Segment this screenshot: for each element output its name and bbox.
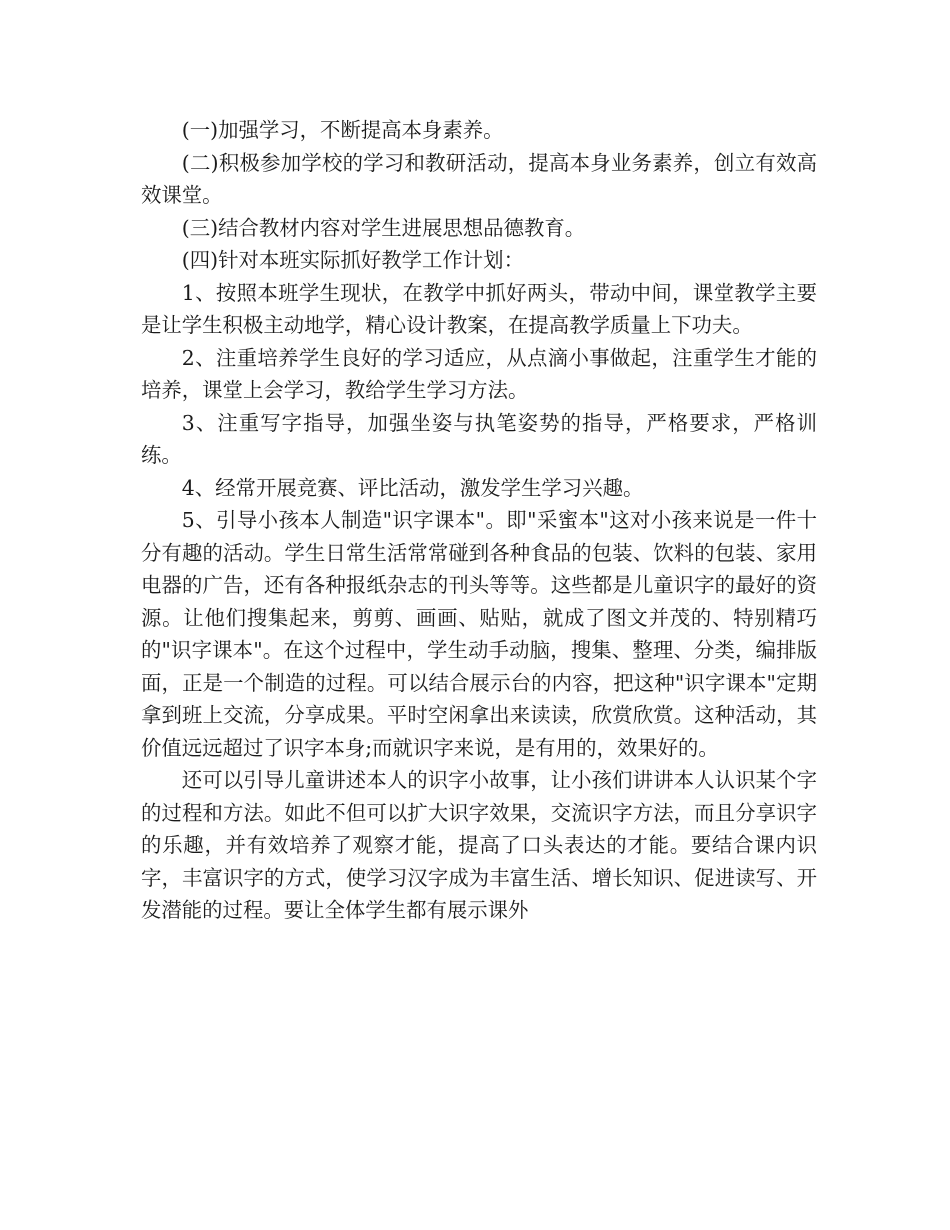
list-item-1: 1、按照本班学生现状，在教学中抓好两头，带动中间，课堂教学主要是让学生积极主动地学，精心设计教案，在提高教学质量上下功夫。 (141, 280, 817, 337)
list-item-3: 3、注重写字指导，加强坐姿与执笔姿势的指导，严格要求，严格训练。 (141, 410, 817, 467)
section-heading-1: (一)加强学习，不断提高本身素养。 (181, 118, 504, 142)
body-paragraph: 还可以引导儿童讲述本人的识字小故事，让小孩们讲讲本人认识某个字的过程和方法。如此不但可以扩大识字效果，交流识字方法，而且分享识字的乐趣，并有效培养了观察才能，提高了口头表达的才能。要结合课内识字，丰富识字的方式，使学习汉字成为丰富生活、增长知识、促进读写、开发潜能的过程。要让全体学生都有展示课外 (141, 768, 817, 922)
list-item-5: 5、引导小孩本人制造"识字课本"。即"采蜜本"这对小孩来说是一件十分有趣的活动。学生日常生活常常碰到各种食品的包装、饮料的包装、家用电器的广告，还有各种报纸杂志的刊头等等。这些都是儿童识字的最好的资源。让他们搜集起来，剪剪、画画、贴贴，就成了图文并茂的、特别精巧的"识字课本"。在这个过程中，学生动手动脑，搜集、整理、分类，编排版面，正是一个制造的过程。可以结合展示台的内容，把这种"识字课本"定期拿到班上交流，分享成果。平时空闲拿出来读读，欣赏欣赏。这种活动，其价值远远超过了识字本身;而就识字来说，是有用的，效果好的。 (141, 508, 817, 760)
section-heading-3: (三)结合教材内容对学生进展思想品德教育。 (181, 215, 586, 240)
list-item-2: 2、注重培养学生良好的学习适应，从点滴小事做起，注重学生才能的培养，课堂上会学习，教给学生学习方法。 (141, 345, 817, 402)
section-heading-4: (四)针对本班实际抓好教学工作计划： (181, 248, 524, 272)
document-body (141, 114, 817, 927)
section-heading-2: (二)积极参加学校的学习和教研活动，提高本身业务素养，创立有效高效课堂。 (141, 150, 817, 207)
list-item-4: 4、经常开展竞赛、评比活动，激发学生学习兴趣。 (181, 475, 644, 500)
